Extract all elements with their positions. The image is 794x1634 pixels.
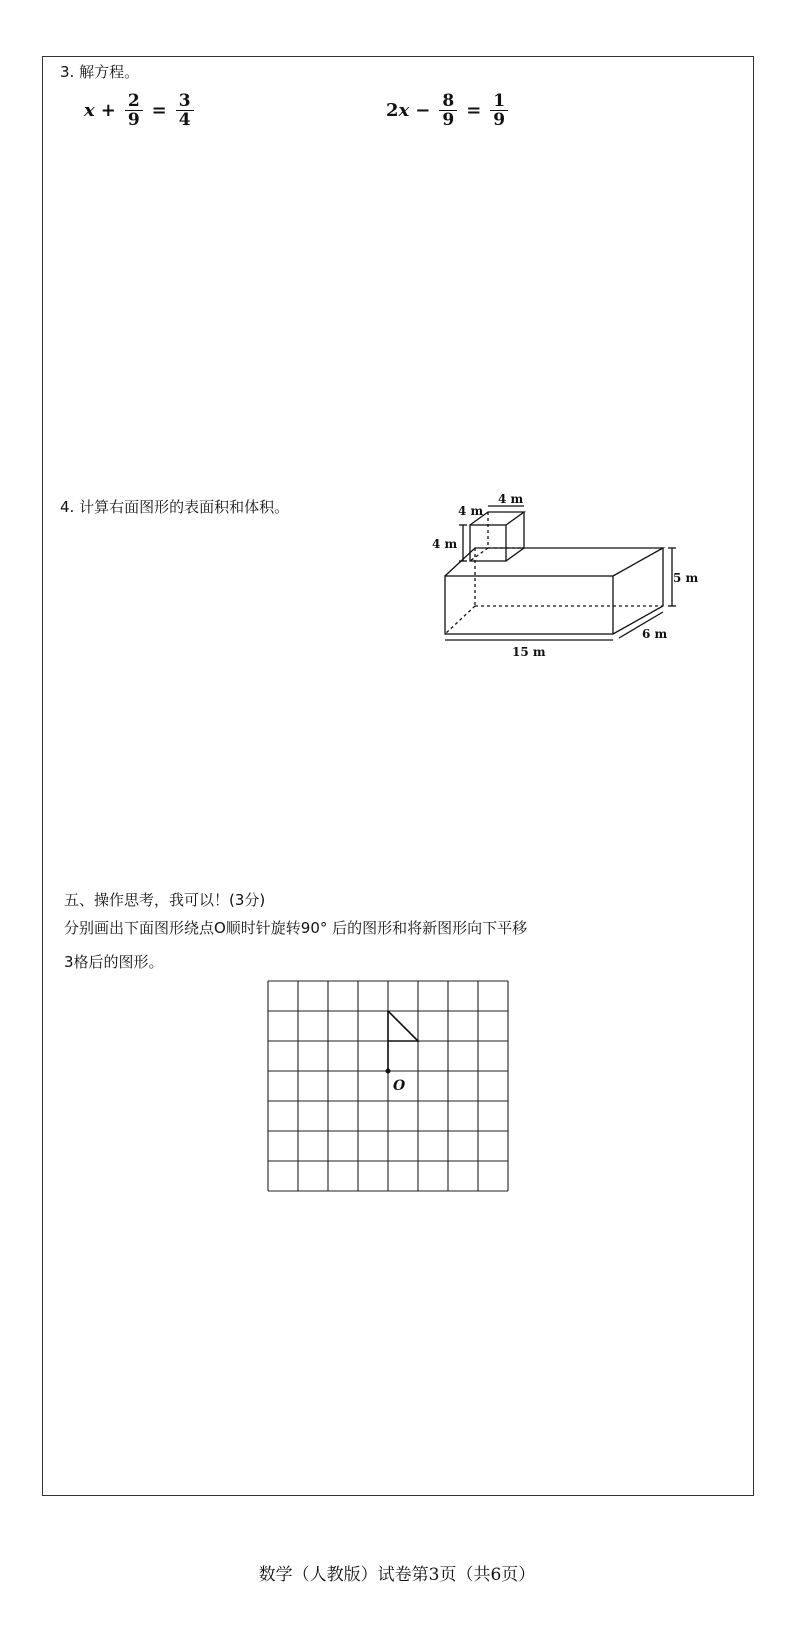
section5-line1: 分别画出下面图形绕点O顺时针旋转90° 后的图形和将新图形向下平移 <box>64 919 528 937</box>
box-front-face <box>445 576 613 634</box>
grid-figure <box>262 975 514 1205</box>
label-box-height: 5 m <box>673 571 699 585</box>
cuboid-diagram <box>430 488 700 663</box>
eq2-fraction-1 <box>439 92 457 129</box>
eq1-equals: = <box>151 100 167 121</box>
q4-title: 4. 计算右面图形的表面积和体积。 <box>60 498 290 516</box>
eq2-den1: 9 <box>442 110 455 130</box>
point-o-label: O <box>393 1078 406 1094</box>
equation-2 <box>386 92 511 129</box>
label-cube-left-top: 4 m <box>458 504 484 518</box>
label-cube-top: 4 m <box>498 492 524 506</box>
page-footer: 数学（人教版）试卷第3页（共6页） <box>258 1565 536 1585</box>
eq2-fraction-2 <box>490 92 508 129</box>
eq2-coef: 2 <box>386 100 399 121</box>
eq1-var: x <box>84 100 95 121</box>
eq1-num2: 3 <box>176 92 194 111</box>
shape-to-rotate <box>388 1011 418 1071</box>
point-o <box>386 1069 391 1074</box>
label-cube-height: 4 m <box>432 537 458 551</box>
eq2-equals: = <box>466 100 482 121</box>
eq1-plus: + <box>100 100 116 121</box>
page-frame <box>42 56 754 1496</box>
section5-title: 五、操作思考，我可以！(3分) <box>64 891 266 909</box>
eq1-fraction-2 <box>176 92 194 129</box>
eq2-num2: 1 <box>490 92 508 111</box>
box-right-face <box>613 548 663 634</box>
label-box-depth: 6 m <box>642 627 668 641</box>
q3-title: 3. 解方程。 <box>60 63 140 81</box>
eq2-var: x <box>398 100 410 121</box>
eq1-fraction-1 <box>125 92 143 129</box>
box-top-face <box>445 548 663 576</box>
eq2-minus: − <box>415 100 431 121</box>
eq2-den2: 9 <box>493 110 506 130</box>
cube-right-face <box>506 512 524 561</box>
equation-1 <box>84 92 197 129</box>
eq1-den2: 4 <box>178 110 191 130</box>
eq1-num1: 2 <box>125 92 143 111</box>
eq1-den1: 9 <box>127 110 140 130</box>
eq2-num1: 8 <box>439 92 457 111</box>
label-box-length: 15 m <box>512 645 546 659</box>
section5-line2: 3格后的图形。 <box>64 953 164 971</box>
